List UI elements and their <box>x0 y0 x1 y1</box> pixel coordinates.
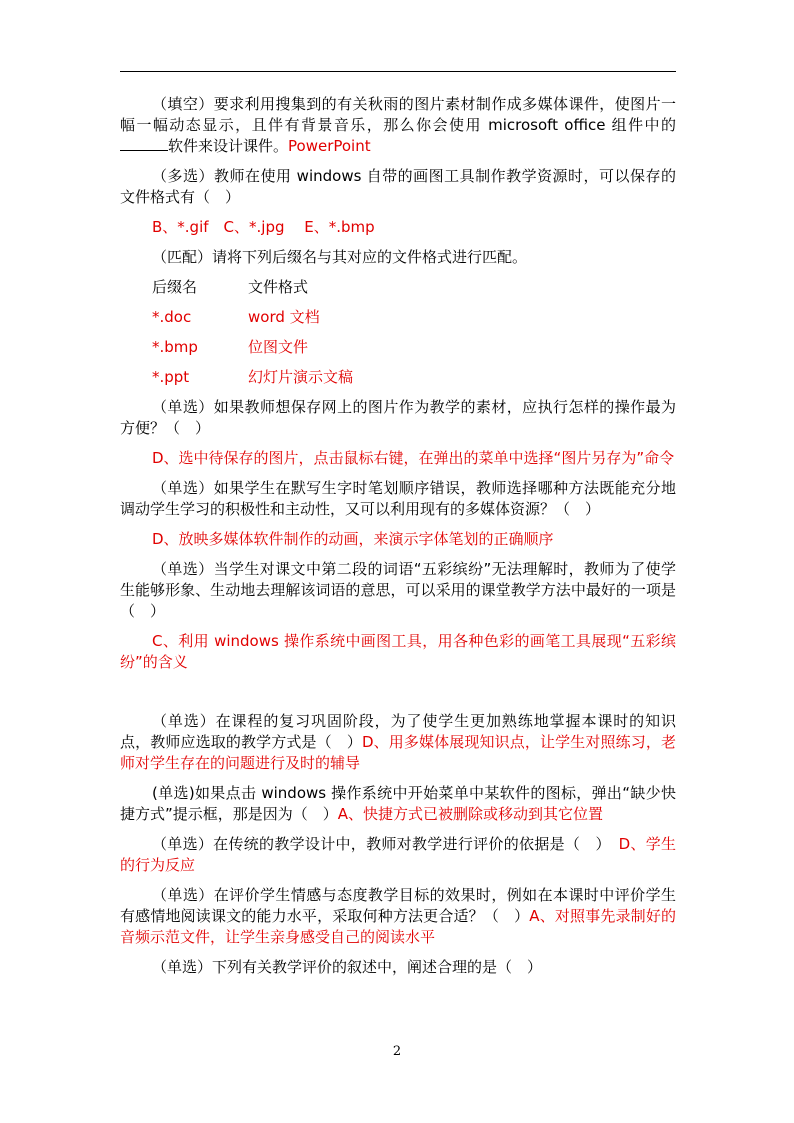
question-single: （单选）如果教师想保存网上的图片作为教学的素材，应执行怎样的操作最为方便？（ ） <box>120 398 676 437</box>
answer-text: A、对照事先录制好的音频示范文件，让学生亲身感受自己的阅读水平 <box>120 907 676 946</box>
match-ext: *.bmp <box>152 338 198 356</box>
question-text: （单选）在评价学生情感与态度教学目标的效果时，例如在本课时中评价学生有感情地阅读课文的能力水平，采取何种方法更合适？（ ） <box>120 886 676 925</box>
question-single: （单选）如果学生在默写生字时笔划顺序错误，教师选择哪种方法既能充分地调动学生学习的积极性和主动性，又可以利用现有的多媒体资源？（ ） <box>120 479 676 518</box>
match-row <box>120 367 676 388</box>
answer-text: PowerPoint <box>288 137 371 155</box>
answer-text: B、*.gif C、*.jpg E、*.bmp <box>152 218 375 236</box>
match-header-format: 文件格式 <box>248 278 309 296</box>
answer-blank <box>120 136 168 151</box>
match-format: 幻灯片演示文稿 <box>248 368 354 386</box>
match-row <box>120 307 676 328</box>
question-single: （单选）下列有关教学评价的叙述中，阐述合理的是（ ） <box>152 958 543 976</box>
answer-text: A、快捷方式已被删除或移动到其它位置 <box>337 805 604 823</box>
match-header <box>120 277 676 298</box>
question-single <box>120 885 676 948</box>
question-single <box>120 834 676 876</box>
match-header-ext: 后缀名 <box>152 278 198 296</box>
match-format: 位图文件 <box>248 338 309 356</box>
match-format: word 文档 <box>248 308 320 326</box>
answer-text: D、选中待保存的图片，点击鼠标右键，在弹出的菜单中选择“图片另存为”命令 <box>152 449 675 467</box>
question-match: （匹配）请将下列后缀名与其对应的文件格式进行匹配。 <box>152 248 528 266</box>
match-ext: *.doc <box>152 308 192 326</box>
question-text: (单选)如果点击 windows 操作系统中开始菜单中某软件的图标，弹出“缺少快捷方式”提示框，那是因为（ ） <box>120 784 676 823</box>
question-single: （单选）当学生对课文中第二段的词语“五彩缤纷”无法理解时，教师为了使学生能够形象、生动地去理解该词语的意思，可以采用的课堂教学方法中最好的一项是（ ） <box>120 560 676 620</box>
question-fill-in <box>120 94 676 157</box>
answer-text: D、放映多媒体软件制作的动画，来演示字体笔划的正确顺序 <box>152 530 554 548</box>
match-ext: *.ppt <box>152 368 190 386</box>
header-rule <box>120 71 676 72</box>
page-content <box>120 94 676 978</box>
match-row <box>120 337 676 358</box>
question-text: 软件来设计课件。 <box>168 137 289 155</box>
question-text: （填空）要求利用搜集到的有关秋雨的图片素材制作成多媒体课件，使图片一幅一幅动态显示，且伴有背景音乐，那么你会使用 microsoft office 组件中的 <box>120 95 676 134</box>
page-number: 2 <box>392 1044 402 1059</box>
question-text: （单选）在传统的教学设计中，教师对教学进行评价的依据是（ ） <box>152 835 619 853</box>
question-single <box>120 783 676 825</box>
answer-text: D、用多媒体展现知识点，让学生对照练习，老师对学生存在的问题进行及时的辅导 <box>120 733 676 772</box>
answer-text: C、利用 windows 操作系统中画图工具，用各种色彩的画笔工具展现“五彩缤纷”的含义 <box>120 632 676 671</box>
question-single <box>120 711 676 774</box>
question-multi: （多选）教师在使用 windows 自带的画图工具制作教学资源时，可以保存的文件格式有（ ） <box>120 167 676 206</box>
answer-text: D、学生的行为反应 <box>120 835 676 874</box>
question-text: （单选）在课程的复习巩固阶段，为了使学生更加熟练地掌握本课时的知识点，教师应选取的教学方式是（ ） <box>120 712 676 751</box>
